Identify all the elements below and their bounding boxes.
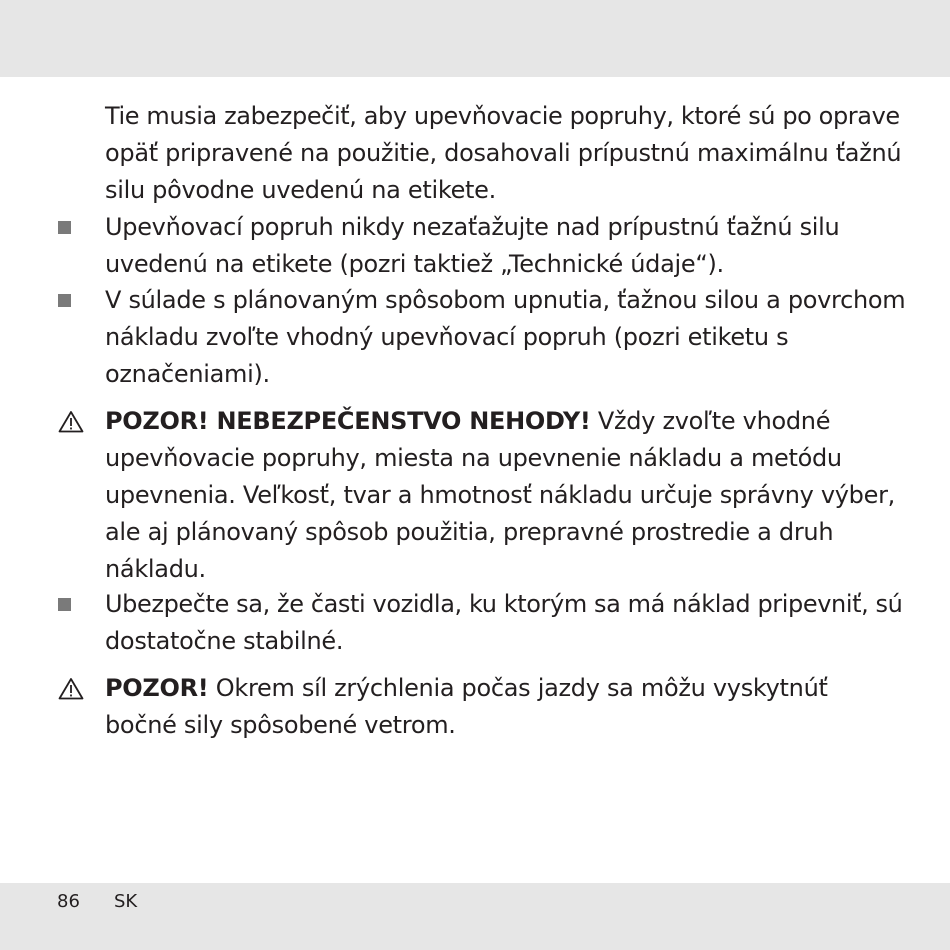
square-bullet-icon (58, 598, 71, 611)
warning-text: Vždy zvoľte vhodné (590, 407, 831, 435)
text-line: Ubezpečte sa, že časti vozidla, ku ktorým sa má náklad pripevniť, sú (105, 590, 903, 618)
text-line: silu pôvodne uvedenú na etikete. (105, 176, 496, 204)
text-line: Upevňovací popruh nikdy nezaťažujte nad prípustnú ťažnú silu (105, 213, 840, 241)
text-line: uvedenú na etikete (pozri taktiež „Technické údaje“). (105, 250, 724, 278)
warning-side-forces (105, 670, 905, 744)
bullet-item-load-limit (105, 209, 905, 283)
text-line: V súlade s plánovaným spôsobom upnutia, ťažnou silou a povrchom (105, 286, 906, 314)
text-line: Tie musia zabezpečiť, aby upevňovacie popruhy, ktoré sú po oprave (105, 102, 900, 130)
warning-first-line (105, 670, 905, 707)
warning-accident-hazard (105, 403, 905, 588)
warning-text: Okrem síl zrýchlenia počas jazdy sa môžu vyskytnúť (208, 674, 828, 702)
text-line: bočné sily spôsobené vetrom. (105, 711, 456, 739)
footer-band (0, 883, 950, 950)
warning-triangle-icon (58, 410, 84, 433)
text-line: nákladu zvoľte vhodný upevňovací popruh (pozri etiketu s (105, 323, 789, 351)
text-line: označeniami). (105, 360, 270, 388)
text-line: nákladu. (105, 555, 206, 583)
text-line: upevnenia. Veľkosť, tvar a hmotnosť nákladu určuje správny výber, (105, 481, 895, 509)
header-band (0, 0, 950, 77)
text-line: ale aj plánovaný spôsob použitia, prepravné prostredie a druh (105, 518, 834, 546)
warning-triangle-icon (58, 677, 84, 700)
square-bullet-icon (58, 221, 71, 234)
language-code: SK (114, 891, 138, 912)
bullet-item-choose-strap (105, 282, 905, 393)
text-line: dostatočne stabilné. (105, 627, 344, 655)
text-line: upevňovacie popruhy, miesta na upevnenie nákladu a metódu (105, 444, 842, 472)
warning-title: POZOR! (105, 674, 209, 702)
warning-first-line (105, 403, 905, 440)
page-number: 86 (57, 891, 80, 912)
warning-title: POZOR! NEBEZPEČENSTVO NEHODY! (105, 407, 591, 435)
square-bullet-icon (58, 294, 71, 307)
text-line: opäť pripravené na použitie, dosahovali prípustnú maximálnu ťažnú (105, 139, 902, 167)
bullet-item-vehicle-parts (105, 586, 905, 660)
continuation-paragraph (105, 98, 905, 209)
